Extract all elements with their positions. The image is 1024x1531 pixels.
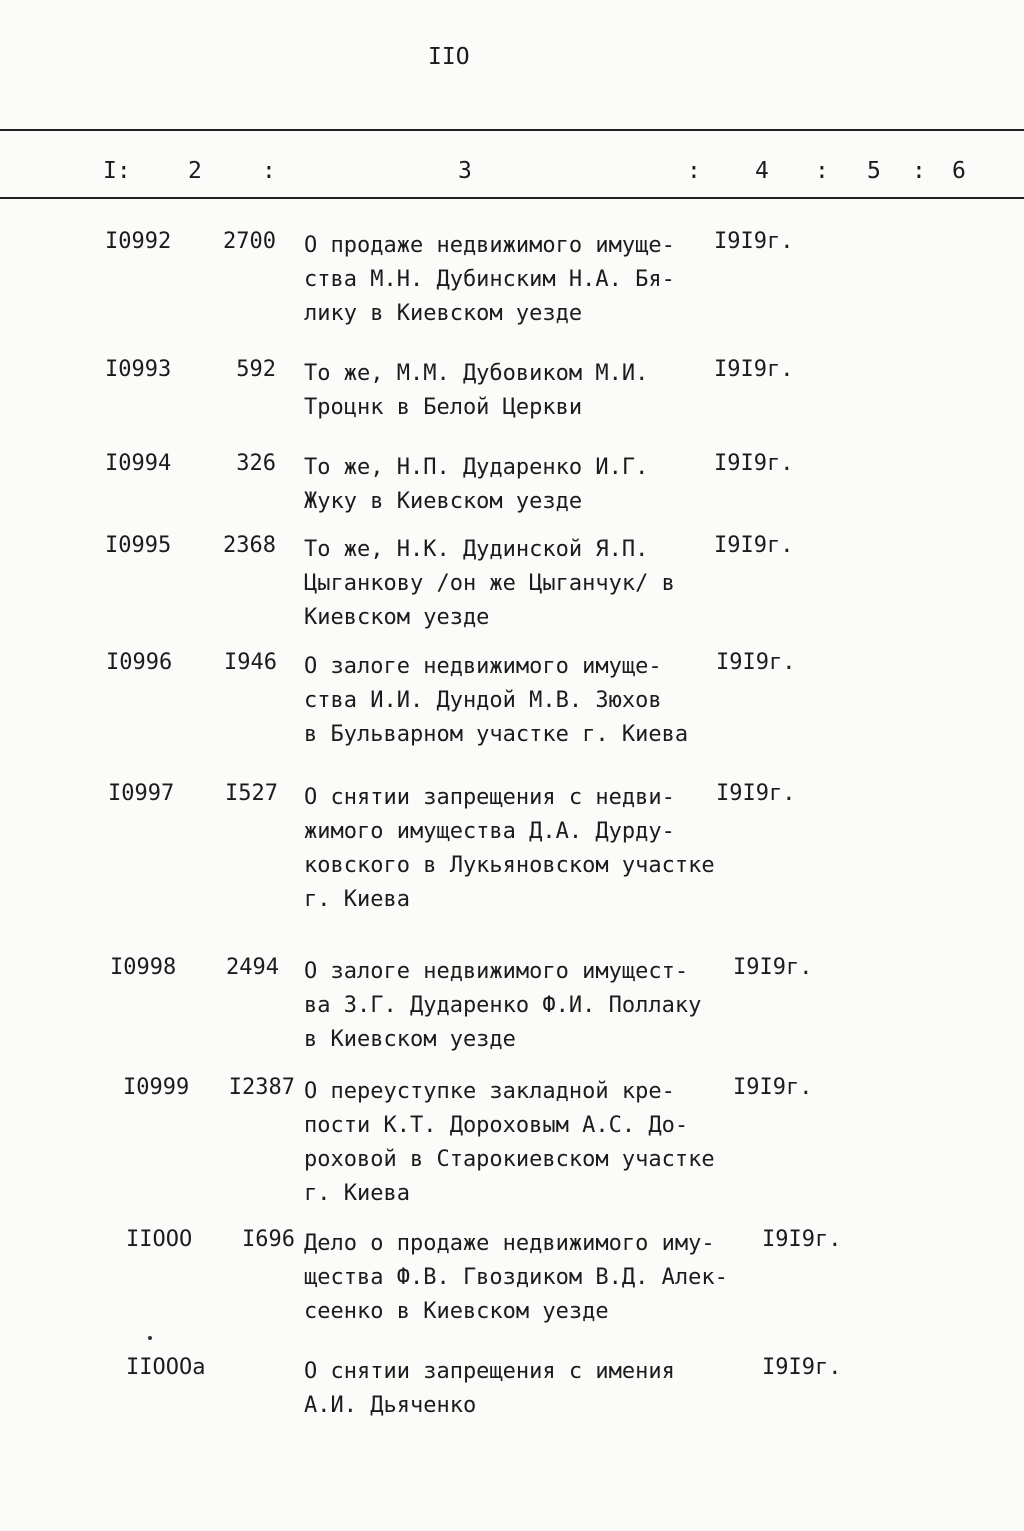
description-line: ства М.Н. Дубинским Н.А. Бя- bbox=[304, 267, 675, 292]
record-description bbox=[304, 229, 724, 331]
description-line: лику в Киевском уезде bbox=[304, 301, 583, 326]
description-line: О продаже недвижимого имуще- bbox=[304, 233, 675, 258]
page-number: IIO bbox=[428, 44, 470, 70]
record-description bbox=[304, 357, 724, 425]
description-line: О залоге недвижимого имущест- bbox=[304, 959, 689, 984]
description-line: То же, М.М. Дубовиком М.И. bbox=[304, 361, 649, 386]
record-year: I9I9г. bbox=[714, 229, 794, 254]
record-description bbox=[304, 955, 724, 1057]
description-line: Жуку в Киевском уезде bbox=[304, 489, 583, 514]
column-header-6: 6 bbox=[952, 158, 966, 184]
description-line: То же, Н.П. Дударенко И.Г. bbox=[304, 455, 649, 480]
record-number: I0996 bbox=[106, 650, 173, 675]
record-number: IIOOO bbox=[126, 1227, 193, 1252]
description-line: в Киевском уезде bbox=[304, 1027, 516, 1052]
header-rule-bottom bbox=[0, 197, 1024, 199]
description-line: О снятии запрещения с недви- bbox=[304, 785, 675, 810]
description-line: То же, Н.К. Дудинской Я.П. bbox=[304, 537, 649, 562]
column-header-3: 3 bbox=[458, 158, 472, 184]
column-header-2: 2 bbox=[188, 158, 202, 184]
sheet-count: 2700 bbox=[223, 229, 276, 254]
record-description bbox=[304, 1075, 724, 1211]
description-line: О залоге недвижимого имуще- bbox=[304, 654, 662, 679]
sheet-count: I696 bbox=[242, 1227, 295, 1252]
record-description bbox=[304, 650, 724, 752]
record-year: I9I9г. bbox=[714, 357, 794, 382]
column-header-4: 4 bbox=[755, 158, 769, 184]
column-separator: : bbox=[815, 158, 829, 184]
description-line: Дело о продаже недвижимого иму- bbox=[304, 1231, 715, 1256]
description-line: ва З.Г. Дударенко Ф.И. Поллаку bbox=[304, 993, 702, 1018]
record-year: I9I9г. bbox=[733, 1075, 813, 1100]
column-header-1: I: bbox=[103, 158, 131, 184]
record-year: I9I9г. bbox=[714, 533, 794, 558]
description-line: ковского в Лукьяновском участке bbox=[304, 853, 715, 878]
column-separator: : bbox=[262, 158, 276, 184]
record-year: I9I9г. bbox=[733, 955, 813, 980]
column-header-5: 5 bbox=[867, 158, 881, 184]
description-line: ства И.И. Дундой М.В. Зюхов bbox=[304, 688, 662, 713]
record-description bbox=[304, 533, 724, 635]
description-line: жимого имущества Д.А. Дурду- bbox=[304, 819, 675, 844]
sheet-count: 2494 bbox=[226, 955, 279, 980]
description-line: Троцнк в Белой Церкви bbox=[304, 395, 583, 420]
record-year: I9I9г. bbox=[762, 1355, 842, 1380]
record-year: I9I9г. bbox=[714, 451, 794, 476]
column-separator: : bbox=[912, 158, 926, 184]
sheet-count: I946 bbox=[224, 650, 277, 675]
record-number: I0999 bbox=[123, 1075, 190, 1100]
description-line: Киевском уезде bbox=[304, 605, 490, 630]
record-description bbox=[304, 1355, 724, 1423]
header-rule-top bbox=[0, 129, 1024, 131]
description-line: роховой в Старокиевском участке bbox=[304, 1147, 715, 1172]
record-description bbox=[304, 451, 724, 519]
sheet-count: I527 bbox=[225, 781, 278, 806]
record-year: I9I9г. bbox=[716, 781, 796, 806]
description-line: А.И. Дьяченко bbox=[304, 1393, 477, 1418]
sheet-count: 326 bbox=[236, 451, 276, 476]
description-line: Цыганкову /он же Цыганчук/ в bbox=[304, 571, 675, 596]
record-description bbox=[304, 781, 724, 917]
record-description bbox=[304, 1227, 728, 1329]
description-line: сеенко в Киевском уезде bbox=[304, 1299, 609, 1324]
record-number: IIOOOа bbox=[126, 1355, 206, 1380]
description-line: в Бульварном участке г. Киева bbox=[304, 722, 689, 747]
record-number: I0995 bbox=[105, 533, 172, 558]
record-number: I0994 bbox=[105, 451, 172, 476]
sheet-count: 592 bbox=[236, 357, 276, 382]
record-year: I9I9г. bbox=[762, 1227, 842, 1252]
description-line: О переуступке закладной кре- bbox=[304, 1079, 675, 1104]
description-line: г. Киева bbox=[304, 887, 410, 912]
description-line: щества Ф.В. Гвоздиком В.Д. Алек- bbox=[304, 1265, 728, 1290]
description-line: О снятии запрещения с имения bbox=[304, 1359, 675, 1384]
record-number: I0992 bbox=[105, 229, 172, 254]
description-line: г. Киева bbox=[304, 1181, 410, 1206]
column-separator: : bbox=[687, 158, 701, 184]
record-number: I0993 bbox=[105, 357, 172, 382]
sheet-count: I2387 bbox=[228, 1075, 295, 1100]
sheet-count: 2368 bbox=[223, 533, 276, 558]
record-number: I0998 bbox=[110, 955, 177, 980]
description-line: пости К.Т. Дороховым А.С. До- bbox=[304, 1113, 689, 1138]
record-number: I0997 bbox=[108, 781, 175, 806]
record-year: I9I9г. bbox=[716, 650, 796, 675]
ink-dot bbox=[148, 1336, 152, 1340]
